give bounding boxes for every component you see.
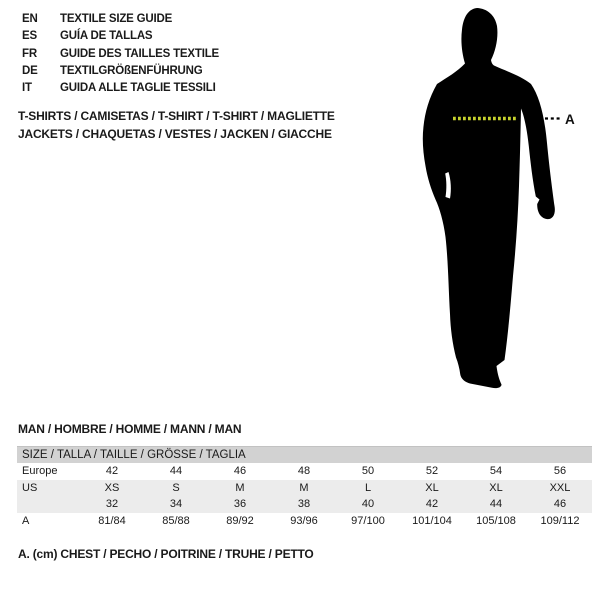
language-row-it <box>22 80 219 97</box>
size-cell: 46 <box>553 498 567 511</box>
size-cell: XXL <box>549 481 571 494</box>
size-cell: 42 <box>425 498 439 511</box>
language-row-de <box>22 63 219 80</box>
language-code: ES <box>22 30 37 43</box>
man-silhouette-figure <box>400 0 590 400</box>
size-table-header: SIZE / TALLA / TAILLE / GRÖSSE / TAGLIA <box>17 447 592 463</box>
language-title: GUIDE DES TAILLES TEXTILE <box>60 47 219 60</box>
product-category-label <box>18 107 335 143</box>
table-row-us <box>17 480 592 496</box>
table-row-chest-a <box>17 513 592 529</box>
size-cell: 109/112 <box>540 514 580 527</box>
product-line-tshirts: T-SHIRTS / CAMISETAS / T-SHIRT / T-SHIRT / MAGLIETTE <box>18 109 335 123</box>
size-cell: 101/104 <box>412 514 452 527</box>
size-cell: 93/96 <box>290 514 318 527</box>
language-code: DE <box>22 64 38 77</box>
section-title-man: MAN / HOMBRE / HOMME / MANN / MAN <box>18 422 242 436</box>
size-cell: 40 <box>361 498 375 511</box>
size-cell: XS <box>104 481 120 494</box>
size-cell: 44 <box>169 465 183 478</box>
row-label: A <box>22 514 30 527</box>
size-cell: 89/92 <box>226 514 254 527</box>
table-row-us-numeric <box>17 496 592 512</box>
table-row-europe <box>17 463 592 479</box>
size-cell: 32 <box>105 498 119 511</box>
language-title: TEXTILE SIZE GUIDE <box>60 13 173 25</box>
size-cell: XL <box>489 481 503 494</box>
size-cell: XL <box>425 481 439 494</box>
row-label: US <box>22 481 38 494</box>
language-list <box>22 11 219 97</box>
size-cell: M <box>235 481 245 494</box>
language-row-fr <box>22 46 219 63</box>
size-cell: 85/88 <box>162 514 190 527</box>
size-cell: 38 <box>297 498 311 511</box>
size-cell: 42 <box>105 465 119 478</box>
size-cell: 52 <box>425 465 439 478</box>
language-title: TEXTILGRÖßENFÜHRUNG <box>60 64 203 77</box>
size-cell: 54 <box>489 465 503 478</box>
measurement-footnote: A. (cm) CHEST / PECHO / POITRINE / TRUHE / PETTO <box>18 547 314 561</box>
size-cell: M <box>299 481 309 494</box>
size-cell: 44 <box>489 498 503 511</box>
size-cell: 48 <box>297 465 311 478</box>
size-cell: S <box>172 481 180 494</box>
language-row-en <box>22 11 219 28</box>
language-title: GUÍA DE TALLAS <box>60 30 153 43</box>
size-cell: 50 <box>361 465 375 478</box>
language-code: IT <box>22 82 32 95</box>
size-cell: 46 <box>233 465 247 478</box>
language-title: GUIDA ALLE TAGLIE TESSILI <box>60 82 216 95</box>
language-code: EN <box>22 13 38 25</box>
size-cell: 81/84 <box>98 514 126 527</box>
size-cell: 56 <box>553 465 567 478</box>
size-cell: L <box>364 481 372 494</box>
measure-label-a: A <box>565 112 575 127</box>
size-cell: 105/108 <box>476 514 516 527</box>
man-silhouette <box>423 8 555 388</box>
size-cell: 97/100 <box>351 514 385 527</box>
row-label: Europe <box>22 465 58 478</box>
size-cell: 36 <box>233 498 247 511</box>
product-line-jackets: JACKETS / CHAQUETAS / VESTES / JACKEN / GIACCHE <box>18 127 332 141</box>
language-row-es <box>22 28 219 45</box>
size-cell: 34 <box>169 498 183 511</box>
size-table <box>17 446 592 529</box>
language-code: FR <box>22 47 37 60</box>
